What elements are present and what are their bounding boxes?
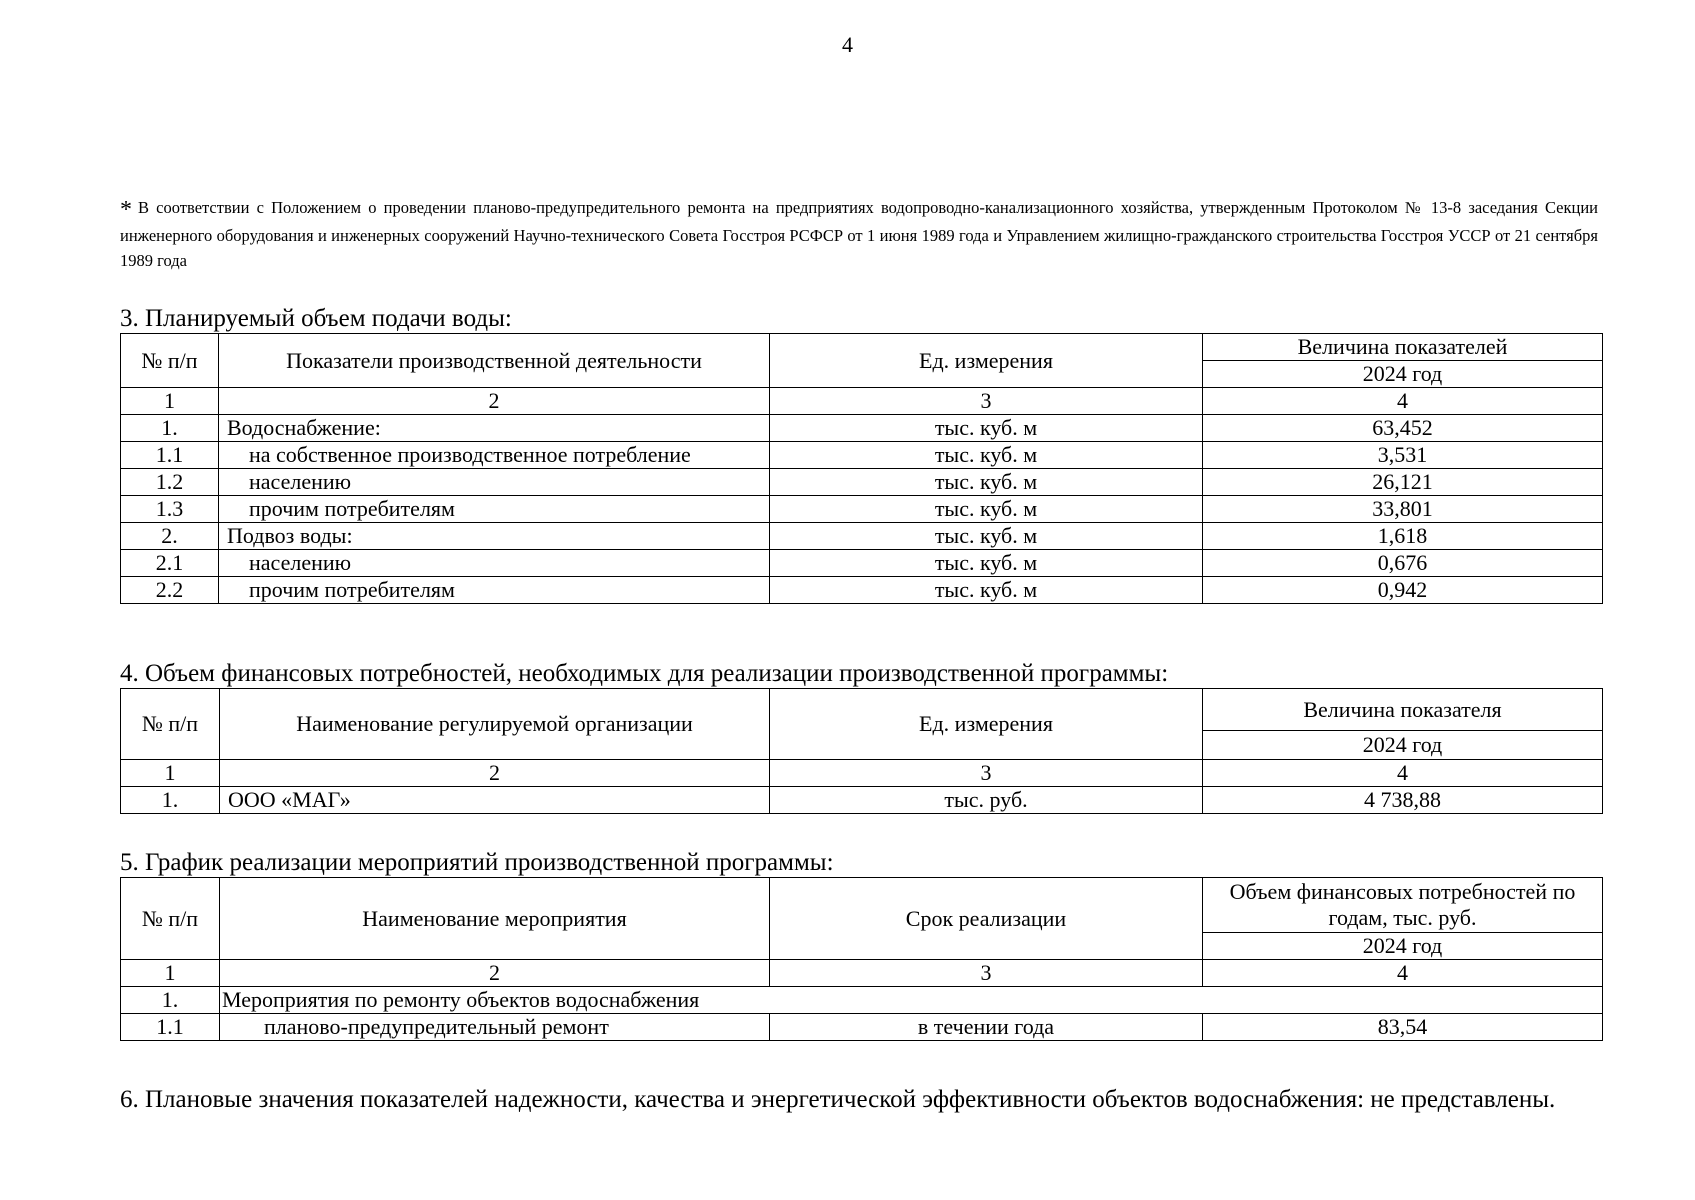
row-name: планово-предупредительный ремонт bbox=[220, 1014, 770, 1041]
water-supply-table bbox=[120, 333, 1603, 604]
header-value: Величина показателя bbox=[1203, 689, 1603, 731]
group-num: 1. bbox=[121, 987, 220, 1014]
table-header-row bbox=[121, 878, 1603, 933]
colnum: 1 bbox=[121, 388, 219, 415]
row-unit: тыс. руб. bbox=[770, 787, 1203, 814]
colnum: 2 bbox=[220, 760, 770, 787]
header-value: Объем финансовых потребностей по годам, тыс. руб. bbox=[1203, 878, 1603, 933]
colnum: 3 bbox=[770, 960, 1203, 987]
row-unit: тыс. куб. м bbox=[770, 550, 1203, 577]
row-name: на собственное производственное потребление bbox=[219, 442, 770, 469]
header-name: Наименование регулируемой организации bbox=[220, 689, 770, 760]
colnum: 4 bbox=[1203, 388, 1603, 415]
table-row bbox=[121, 496, 1603, 523]
row-value: 4 738,88 bbox=[1203, 787, 1603, 814]
table-row bbox=[121, 550, 1603, 577]
section-6-text: 6. Плановые значения показателей надежности, качества и энергетической эффективности объектов водоснабжения: не представлены. bbox=[120, 1086, 1556, 1113]
column-number-row bbox=[121, 760, 1603, 787]
table-row bbox=[121, 442, 1603, 469]
header-year: 2024 год bbox=[1203, 933, 1603, 960]
row-name: прочим потребителям bbox=[219, 577, 770, 604]
footnote-text: В соответствии с Положением о проведении планово-предупредительного ремонта на предприятиях водопроводно-канализационного хозяйства, утвержденным Протоколом № 13-8 заседания Секции инженерного оборудования и инженерных сооружений Научно-технического Совета Госстроя РСФСР от 1 июня 1989 года и Управлением жилищно-гражданского строительства Госстроя УССР от 21 сентября 1989 года bbox=[120, 198, 1598, 270]
row-value: 26,121 bbox=[1203, 469, 1603, 496]
header-term: Срок реализации bbox=[770, 878, 1203, 960]
row-name: населению bbox=[219, 469, 770, 496]
row-unit: тыс. куб. м bbox=[770, 577, 1203, 604]
colnum: 4 bbox=[1203, 960, 1603, 987]
table-header-row bbox=[121, 689, 1603, 731]
header-num: № п/п bbox=[121, 334, 219, 388]
row-num: 2.1 bbox=[121, 550, 219, 577]
row-name: прочим потребителям bbox=[219, 496, 770, 523]
header-unit: Ед. измерения bbox=[770, 334, 1203, 388]
row-term: в течении года bbox=[770, 1014, 1203, 1041]
group-name: Мероприятия по ремонту объектов водоснабжения bbox=[220, 987, 1603, 1014]
colnum: 1 bbox=[121, 760, 220, 787]
colnum: 3 bbox=[770, 388, 1203, 415]
row-value: 1,618 bbox=[1203, 523, 1603, 550]
header-name: Наименование мероприятия bbox=[220, 878, 770, 960]
row-value: 63,452 bbox=[1203, 415, 1603, 442]
colnum: 1 bbox=[121, 960, 220, 987]
row-unit: тыс. куб. м bbox=[770, 523, 1203, 550]
header-year: 2024 год bbox=[1203, 361, 1603, 388]
header-num: № п/п bbox=[121, 878, 220, 960]
row-value: 3,531 bbox=[1203, 442, 1603, 469]
row-num: 1. bbox=[121, 415, 219, 442]
footnote bbox=[120, 195, 1598, 273]
row-num: 1.1 bbox=[121, 442, 219, 469]
row-num: 1.1 bbox=[121, 1014, 220, 1041]
header-name: Показатели производственной деятельности bbox=[219, 334, 770, 388]
column-number-row bbox=[121, 388, 1603, 415]
table-row bbox=[121, 523, 1603, 550]
financial-needs-table bbox=[120, 688, 1603, 814]
table-header-row bbox=[121, 334, 1603, 361]
table-row bbox=[121, 1014, 1603, 1041]
row-unit: тыс. куб. м bbox=[770, 469, 1203, 496]
header-year: 2024 год bbox=[1203, 731, 1603, 760]
row-unit: тыс. куб. м bbox=[770, 415, 1203, 442]
row-num: 1. bbox=[121, 787, 220, 814]
row-value: 0,942 bbox=[1203, 577, 1603, 604]
row-value: 33,801 bbox=[1203, 496, 1603, 523]
row-name: ООО «МАГ» bbox=[220, 787, 770, 814]
section-4-title: 4. Объем финансовых потребностей, необходимых для реализации производственной программы: bbox=[120, 660, 1169, 687]
footnote-marker: * bbox=[120, 197, 132, 223]
table-row bbox=[121, 787, 1603, 814]
table-row bbox=[121, 577, 1603, 604]
header-value: Величина показателей bbox=[1203, 334, 1603, 361]
table-row bbox=[121, 415, 1603, 442]
row-unit: тыс. куб. м bbox=[770, 496, 1203, 523]
schedule-table bbox=[120, 877, 1603, 1041]
section-3-title: 3. Планируемый объем подачи воды: bbox=[120, 305, 512, 332]
row-value: 0,676 bbox=[1203, 550, 1603, 577]
column-number-row bbox=[121, 960, 1603, 987]
table-row bbox=[121, 469, 1603, 496]
colnum: 2 bbox=[220, 960, 770, 987]
row-num: 2.2 bbox=[121, 577, 219, 604]
header-unit: Ед. измерения bbox=[770, 689, 1203, 760]
colnum: 2 bbox=[219, 388, 770, 415]
row-num: 1.3 bbox=[121, 496, 219, 523]
section-5-title: 5. График реализации мероприятий производственной программы: bbox=[120, 849, 834, 876]
row-unit: тыс. куб. м bbox=[770, 442, 1203, 469]
header-num: № п/п bbox=[121, 689, 220, 760]
page-number: 4 bbox=[842, 32, 853, 57]
row-name: Водоснабжение: bbox=[219, 415, 770, 442]
table-group-row bbox=[121, 987, 1603, 1014]
row-num: 1.2 bbox=[121, 469, 219, 496]
colnum: 4 bbox=[1203, 760, 1603, 787]
row-num: 2. bbox=[121, 523, 219, 550]
row-value: 83,54 bbox=[1203, 1014, 1603, 1041]
colnum: 3 bbox=[770, 760, 1203, 787]
row-name: Подвоз воды: bbox=[219, 523, 770, 550]
row-name: населению bbox=[219, 550, 770, 577]
